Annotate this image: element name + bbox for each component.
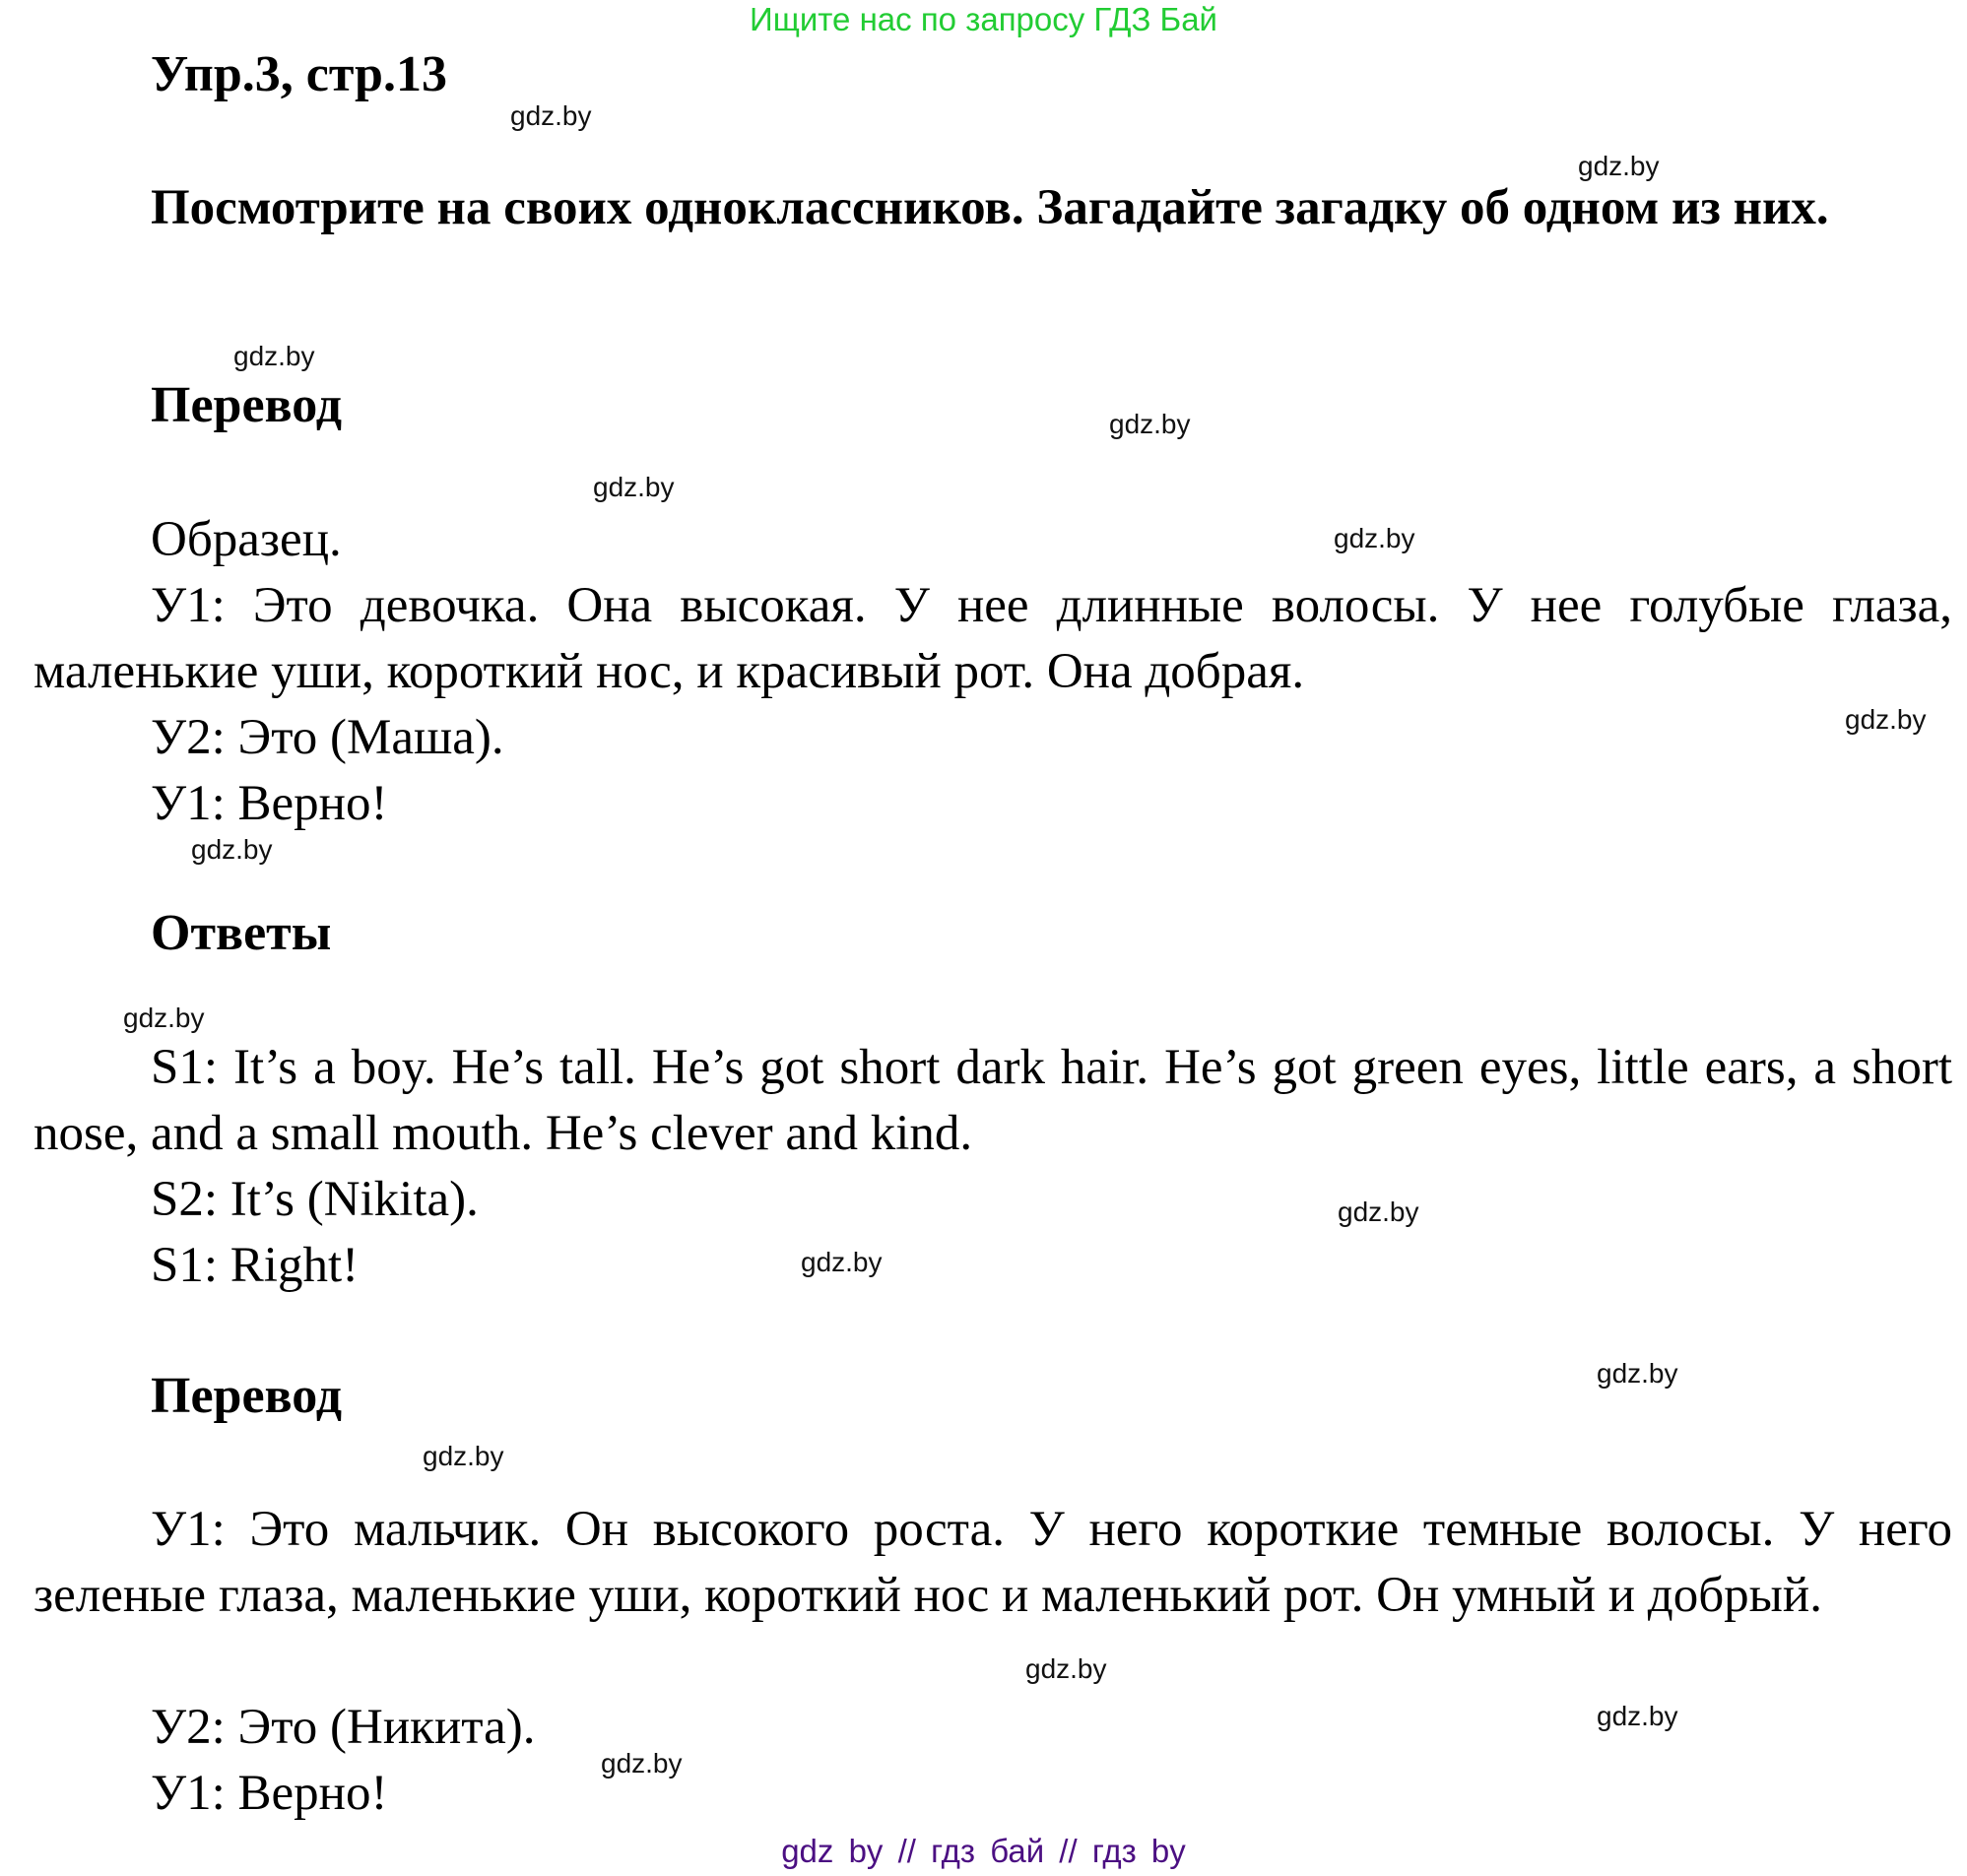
sample-label: Образец.: [151, 512, 342, 567]
task-instruction: Посмотрите на своих одноклассников. Загадайте загадку об одном из них.: [151, 180, 1829, 235]
exercise-title: Упр.3, стр.13: [151, 46, 447, 102]
footer-watermark: gdz by // гдз бай // гдз by: [781, 1833, 1186, 1869]
translation-line-3: У1: Верно!: [151, 1766, 388, 1821]
section-heading-translation-sample: Перевод: [151, 377, 343, 433]
watermark: gdz.by: [510, 100, 592, 131]
section-heading-translation-answer: Перевод: [151, 1368, 343, 1424]
translation-line-1: У1: Это мальчик. Он высокого роста. У него короткие темные волосы. У него зеленые глаза, маленькие уши, короткий нос и маленький рот. Он умный и добрый.: [33, 1502, 1952, 1623]
sample-line-1: У1: Это девочка. Она высокая. У нее длинные волосы. У нее голубые глаза, маленькие уши, короткий нос, и красивый рот. Она добрая.: [33, 578, 1952, 699]
watermark: gdz.by: [1025, 1653, 1107, 1684]
translation-line-2: У2: Это (Никита).: [151, 1700, 536, 1755]
watermark: gdz.by: [1109, 409, 1191, 439]
answer-line-1: S1: It’s a boy. He’s tall. He’s got short dark hair. He’s got green eyes, little ears, a short nose, and a small mouth. He’s clever and kind.: [33, 1040, 1952, 1161]
watermark: gdz.by: [801, 1247, 883, 1277]
section-heading-answers: Ответы: [151, 905, 332, 961]
watermark: gdz.by: [593, 472, 675, 502]
watermark: gdz.by: [1597, 1701, 1678, 1731]
watermark: gdz.by: [423, 1441, 504, 1471]
answer-line-2: S2: It’s (Nikita).: [151, 1172, 479, 1227]
watermark: gdz.by: [233, 341, 315, 371]
watermark: gdz.by: [1578, 151, 1660, 181]
watermark: gdz.by: [123, 1003, 205, 1033]
watermark: gdz.by: [1334, 523, 1415, 553]
watermark: gdz.by: [1338, 1197, 1419, 1227]
answer-line-3: S1: Right!: [151, 1238, 360, 1293]
search-hint-banner: Ищите нас по запросу ГДЗ Бай: [750, 1, 1217, 37]
watermark: gdz.by: [1845, 704, 1927, 735]
watermark: gdz.by: [601, 1748, 683, 1779]
watermark: gdz.by: [191, 834, 273, 865]
sample-line-2: У2: Это (Маша).: [151, 710, 504, 765]
watermark: gdz.by: [1597, 1358, 1678, 1389]
sample-line-3: У1: Верно!: [151, 776, 388, 831]
